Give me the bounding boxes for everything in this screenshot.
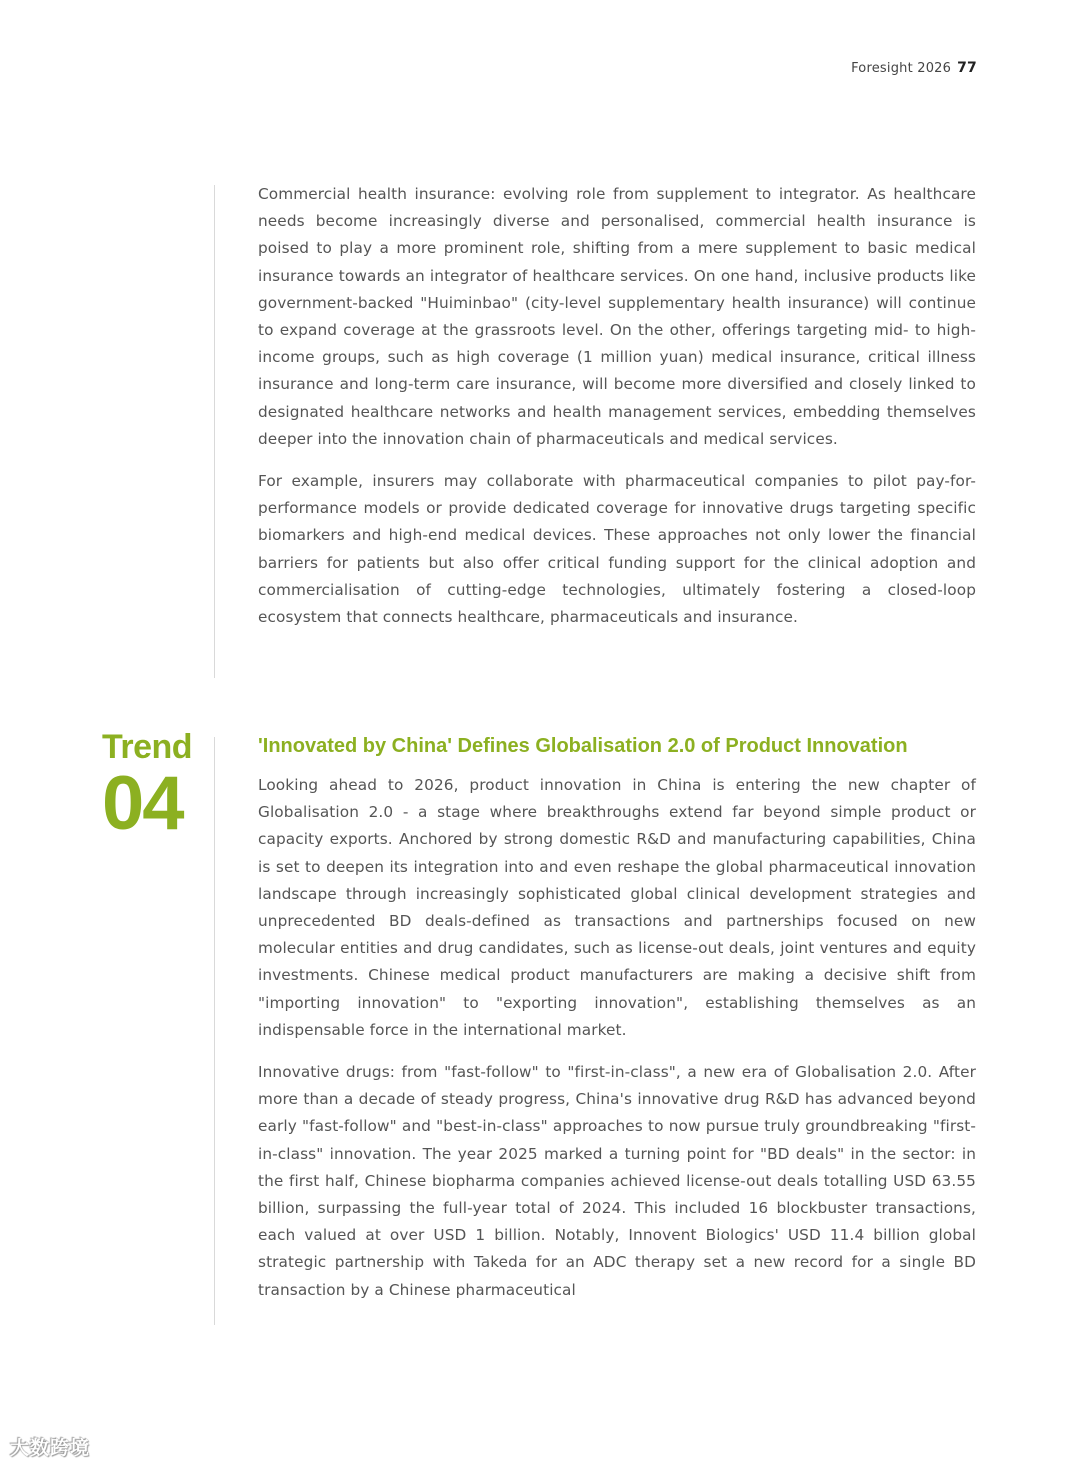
page-number: 77 — [957, 60, 977, 76]
body-paragraph: Commercial health insurance: evolving role from supplement to integrator. As healthcare needs become increasingly diverse and personalised, commercial health insurance is poised to play a more prominent role, shifting from a mere supplement to basic medical insurance towards an integrator of healthcare services. On one hand, inclusive products like government-backed "Huiminbao" (city-level supplementary health insurance) will continue to expand coverage at the grassroots level. On the other, offerings targeting mid- to high- income groups, such as high coverage (1 million yuan) medical insurance, critical illness insurance and long-term care insurance, will become more diversified and closely linked to designated healthcare networks and health management services, embedding themselves deeper into the innovation chain of pharmaceuticals and medical services. — [258, 185, 976, 448]
vertical-rule-top — [214, 185, 215, 678]
watermark-text: 大数跨境 — [10, 1437, 91, 1459]
insurance-section — [258, 181, 976, 646]
trend-word: Trend — [102, 728, 193, 766]
section-heading: 'Innovated by China' Defines Globalisation 2.0 of Product Innovation — [258, 735, 908, 757]
trend-number: 04 — [102, 761, 183, 846]
body-paragraph: Looking ahead to 2026, product innovation in China is entering the new chapter of Globalisation 2.0 - a stage where breakthroughs extend far beyond simple product or capacity exports. Anchored by strong domestic R&D and manufacturing capabilities, China is set to deepen its integration into and even reshape the global pharmaceutical innovation landscape through increasingly sophisticated global clinical development strategies and unprecedented BD deals-defined as transactions and partnerships focused on new molecular entities and drug candidates, such as license-out deals, joint ventures and equity investments. Chinese medical product manufacturers are making a decisive shift from "importing innovation" to "exporting innovation", establishing themselves as an indispensable force in the international market. — [258, 776, 976, 1039]
body-paragraph: Innovative drugs: from "fast-follow" to "first-in-class", a new era of Globalisation 2.0. After more than a decade of steady progress, China's innovative drug R&D has advanced beyond early "fast-follow" and "best-in-class" approaches to now pursue truly groundbreaking "first-in-class" innovation. The year 2025 marked a turning point for "BD deals" in the sector: in the first half, Chinese biopharma companies achieved license-out deals totalling USD 63.55 billion, surpassing the full-year total of 2024. This included 16 blockbuster transactions, each valued at over USD 1 billion. Notably, Innovent Biologics' USD 11.4 billion global strategic partnership with Takeda for an ADC therapy set a new record for a single BD transaction by a Chinese pharmaceutical — [258, 1063, 976, 1299]
watermark-logo — [10, 1433, 90, 1460]
publication-title: Foresight 2026 — [851, 61, 952, 76]
trend-marker — [102, 728, 202, 846]
body-paragraph: For example, insurers may collaborate with pharmaceutical companies to pilot pay-for-performance models or provide dedicated coverage for innovative drugs targeting specific biomarkers and high-end medical devices. These approaches not only lower the financial barriers for patients but also offer critical funding support for the clinical adoption and commercialisation of cutting-edge technologies, ultimately fostering a closed-loop ecosystem that connects healthcare, pharmaceuticals and insurance. — [258, 472, 976, 627]
vertical-rule-bottom — [214, 737, 215, 1325]
running-header — [851, 60, 977, 76]
trend-section — [258, 731, 976, 1319]
